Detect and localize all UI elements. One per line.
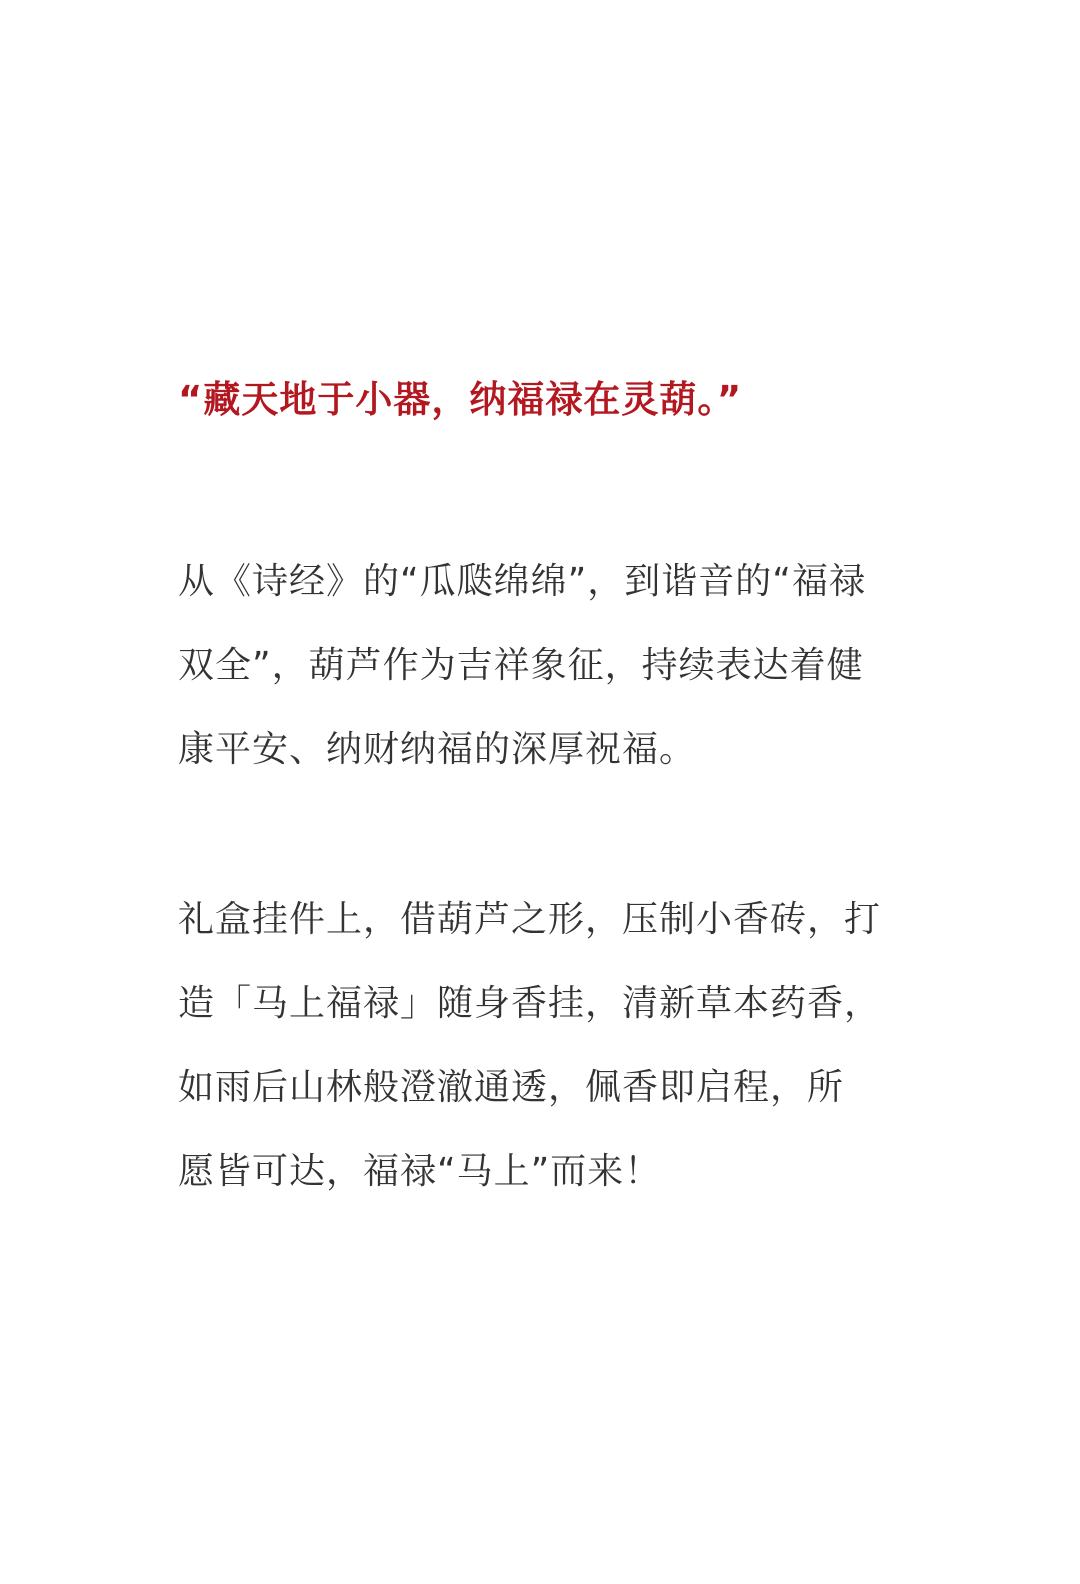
article-content <box>178 370 898 1214</box>
paragraph-line: 礼盒挂件上，借葫芦之形，压制小香砖，打 <box>178 899 882 940</box>
paragraph-line: 从《诗经》的“瓜瓞绵绵”，到谐音的“福禄 <box>178 561 866 602</box>
paragraph-line: 双全”，葫芦作为吉祥象征，持续表达着健 <box>178 645 864 686</box>
paragraph-line: 造「马上福禄」随身香挂，清新草本药香， <box>178 983 882 1024</box>
paragraph-product <box>178 878 898 1214</box>
paragraph-history <box>178 540 898 792</box>
paragraph-line: 康平安、纳财纳福的深厚祝福。 <box>178 729 697 770</box>
paragraph-line: 如雨后山林般澄澈通透，佩香即启程，所 <box>178 1067 845 1108</box>
pull-quote: “藏天地于小器，纳福禄在灵葫。” <box>178 378 743 421</box>
paragraph-line: 愿皆可达，福禄“马上”而来！ <box>178 1151 662 1192</box>
